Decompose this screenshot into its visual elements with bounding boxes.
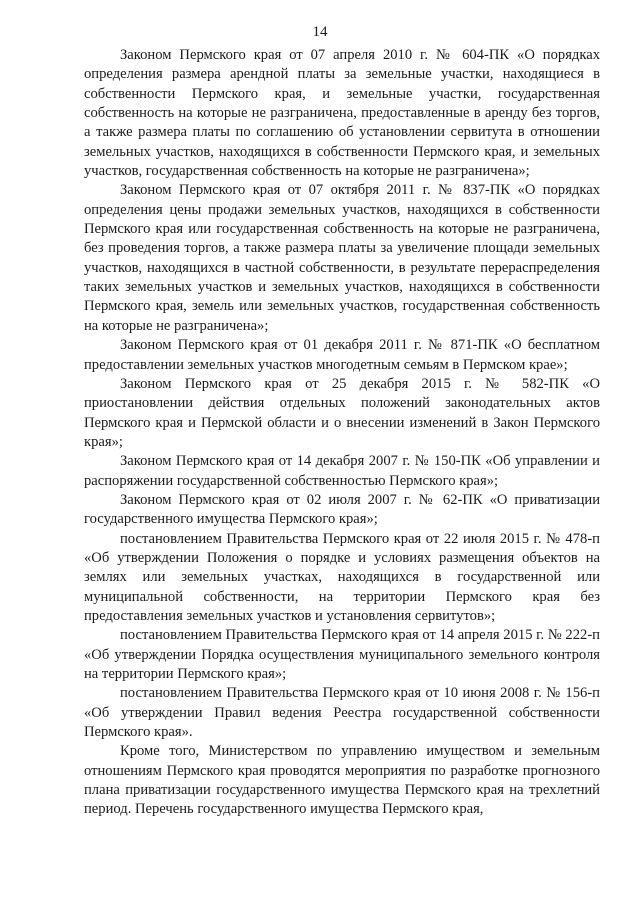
- page-number: 14: [312, 24, 328, 40]
- paragraph-law-62-pk: Законом Пермского края от 02 июля 2007 г. № 62-ПК «О приватизации государственного имущества Пермского края»;: [84, 491, 600, 528]
- paragraph-law-837-pk: Законом Пермского края от 07 октября 2011 г. № 837-ПК «О порядках определения цены продажи земельных участков, находящихся в собственности Пермского края или государственная собственность на которые не разграничена, без проведения торгов, а также размера платы за увеличение площади земельных участков, находящихся в частной собственности, в результате перераспределения таких земельных участков и земельных участков, находящихся в собственности Пермского края, земель или земельных участков, государственная собственность на которые не разграничена»;: [84, 182, 600, 334]
- paragraph-resolution-478-p: постановлением Правительства Пермского края от 22 июля 2015 г. № 478-п «Об утверждении Положения о порядке и условиях размещения объектов на землях или земельных участках, находящихся в государственной или муниципальной собственности, на территории Пермского края без предоставления земельных участков и установления сервитутов»;: [84, 530, 600, 624]
- paragraph-law-582-pk: Законом Пермского края от 25 декабря 2015 г. № 582-ПК «О приостановлении действия отдельных положений законодательных актов Пермского края и Пермской области и о внесении изменений в Закон Пермского края»;: [84, 375, 600, 450]
- paragraph-resolution-222-p: постановлением Правительства Пермского края от 14 апреля 2015 г. № 222-п «Об утверждении Порядка осуществления муниципального земельного контроля на территории Пермского края»;: [84, 627, 600, 682]
- paragraph-privatization-plan: Кроме того, Министерством по управлению имуществом и земельным отношениям Пермского края проводятся мероприятия по разработке прогнозного плана приватизации государственного имущества Пермского края на трехлетний период. Перечень государственного имущества Пермского края,: [84, 743, 600, 818]
- paragraph-law-871-pk: Законом Пермского края от 01 декабря 2011 г. № 871-ПК «О бесплатном предоставлении земельных участков многодетным семьям в Пермском крае»;: [84, 337, 600, 373]
- paragraph-resolution-156-p: постановлением Правительства Пермского края от 10 июня 2008 г. № 156-п «Об утверждении Правил ведения Реестра государственной собственности Пермского края».: [84, 685, 600, 741]
- paragraph-law-604-pk: Законом Пермского края от 07 апреля 2010 г. № 604-ПК «О порядках определения размера арендной платы за земельные участки, находящиеся в собственности Пермского края, и земельные участки, государственная собственность на которые не разграничена, предоставленные в аренду без торгов, а также размера платы по соглашению об установлении сервитута в отношении земельных участков, находящихся в собственности Пермского края, и земельных участков, государственная собственность на которые не разграничена»;: [84, 47, 600, 180]
- paragraph-law-150-pk: Законом Пермского края от 14 декабря 2007 г. № 150-ПК «Об управлении и распоряжении государственной собственностью Пермского края»;: [84, 453, 600, 489]
- document-body: [84, 46, 600, 820]
